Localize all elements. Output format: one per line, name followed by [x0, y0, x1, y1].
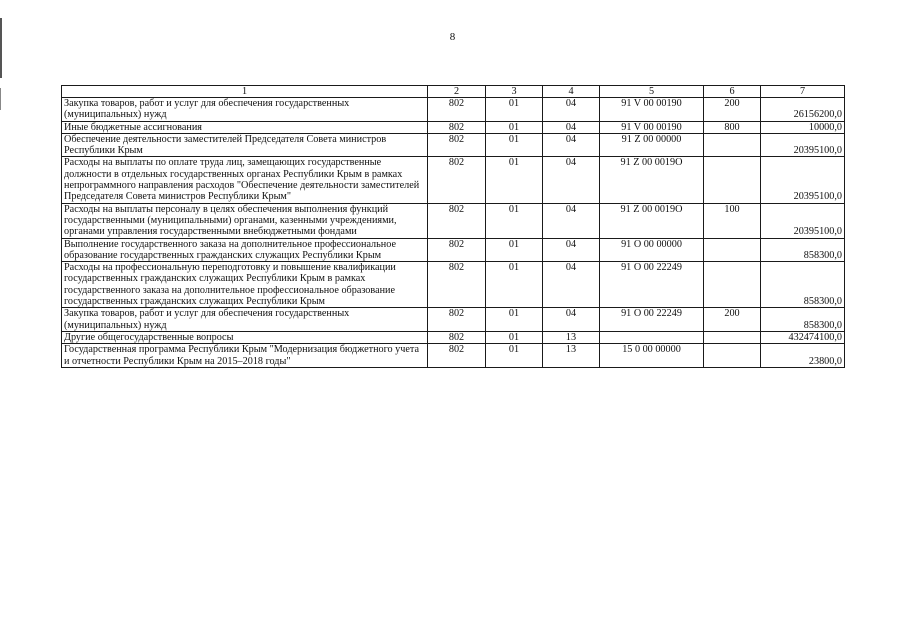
- row-grbs: 802: [428, 157, 486, 203]
- row-section: 01: [486, 133, 543, 157]
- row-target-article: 91 O 00 00000: [600, 238, 704, 262]
- table-row: [62, 133, 845, 157]
- page-number: 8: [449, 31, 456, 43]
- row-amount: 858300,0: [761, 262, 845, 308]
- header-cell-1: 1: [62, 86, 428, 98]
- row-expense-type: 200: [704, 98, 761, 122]
- row-section: 01: [486, 121, 543, 133]
- row-subsection: 04: [543, 98, 600, 122]
- row-section: 01: [486, 344, 543, 368]
- row-expense-type: 100: [704, 203, 761, 238]
- row-grbs: 802: [428, 203, 486, 238]
- row-name: Закупка товаров, работ и услуг для обеспечения государственных (муниципальных) нужд: [62, 98, 428, 122]
- table-row: [62, 308, 845, 332]
- header-cell-2: 2: [428, 86, 486, 98]
- row-section: 01: [486, 308, 543, 332]
- row-name: Закупка товаров, работ и услуг для обеспечения государственных (муниципальных) нужд: [62, 308, 428, 332]
- row-amount: 26156200,0: [761, 98, 845, 122]
- row-subsection: 04: [543, 262, 600, 308]
- row-target-article: 91 V 00 00190: [600, 98, 704, 122]
- row-target-article: 15 0 00 00000: [600, 344, 704, 368]
- row-expense-type: 200: [704, 308, 761, 332]
- table-row: [62, 262, 845, 308]
- row-section: 01: [486, 98, 543, 122]
- header-cell-4: 4: [543, 86, 600, 98]
- row-section: 01: [486, 203, 543, 238]
- row-grbs: 802: [428, 344, 486, 368]
- row-subsection: 04: [543, 308, 600, 332]
- row-target-article: 91 V 00 00190: [600, 121, 704, 133]
- row-grbs: 802: [428, 308, 486, 332]
- header-cell-6: 6: [704, 86, 761, 98]
- budget-table: [61, 85, 845, 368]
- table-row: [62, 238, 845, 262]
- row-subsection: 13: [543, 344, 600, 368]
- row-subsection: 04: [543, 238, 600, 262]
- table-row: [62, 121, 845, 133]
- row-amount: 23800,0: [761, 344, 845, 368]
- row-target-article: 91 Z 00 00000: [600, 133, 704, 157]
- table-row: [62, 98, 845, 122]
- row-grbs: 802: [428, 238, 486, 262]
- row-grbs: 802: [428, 262, 486, 308]
- row-subsection: 04: [543, 157, 600, 203]
- row-expense-type: [704, 133, 761, 157]
- row-amount: 858300,0: [761, 238, 845, 262]
- row-section: 01: [486, 262, 543, 308]
- row-name: Расходы на профессиональную переподготовку и повышение квалификации государственных гражданских служащих Республики Крым в рамках государственного заказа на дополнительное профессиональное образование государственных гражданских служащих Республики Крым: [62, 262, 428, 308]
- row-expense-type: [704, 262, 761, 308]
- row-name: Иные бюджетные ассигнования: [62, 121, 428, 133]
- row-section: 01: [486, 331, 543, 343]
- row-subsection: 04: [543, 133, 600, 157]
- row-name: Расходы на выплаты по оплате труда лиц, замещающих государственные должности в отдельных государственных органах Республики Крым в рамках непрограммного направления расходов "Обеспечение деятельности заместителей Председателя Совета министров Республики Крым": [62, 157, 428, 203]
- row-subsection: 13: [543, 331, 600, 343]
- binding-mark: [0, 18, 2, 78]
- row-section: 01: [486, 157, 543, 203]
- row-expense-type: [704, 344, 761, 368]
- row-subsection: 04: [543, 121, 600, 133]
- row-name: Другие общегосударственные вопросы: [62, 331, 428, 343]
- row-amount: 20395100,0: [761, 133, 845, 157]
- row-name: Государственная программа Республики Крым "Модернизация бюджетного учета и отчетности Республики Крым на 2015–2018 годы": [62, 344, 428, 368]
- binding-mark-lower: [0, 88, 1, 110]
- row-grbs: 802: [428, 121, 486, 133]
- row-subsection: 04: [543, 203, 600, 238]
- row-name: Расходы на выплаты персоналу в целях обеспечения выполнения функций государственными (муниципальными) органами, казенными учреждениями, органами управления государственными внебюджетными фондами: [62, 203, 428, 238]
- header-cell-3: 3: [486, 86, 543, 98]
- row-expense-type: [704, 157, 761, 203]
- row-expense-type: [704, 238, 761, 262]
- row-target-article: 91 Z 00 0019O: [600, 157, 704, 203]
- row-target-article: [600, 331, 704, 343]
- row-target-article: 91 O 00 22249: [600, 262, 704, 308]
- row-target-article: 91 O 00 22249: [600, 308, 704, 332]
- table-row: [62, 203, 845, 238]
- row-amount: 10000,0: [761, 121, 845, 133]
- row-expense-type: [704, 331, 761, 343]
- row-grbs: 802: [428, 133, 486, 157]
- row-name: Обеспечение деятельности заместителей Председателя Совета министров Республики Крым: [62, 133, 428, 157]
- table-header-row: [62, 86, 845, 98]
- row-grbs: 802: [428, 98, 486, 122]
- header-cell-5: 5: [600, 86, 704, 98]
- row-amount: 20395100,0: [761, 203, 845, 238]
- row-target-article: 91 Z 00 0019O: [600, 203, 704, 238]
- row-name: Выполнение государственного заказа на дополнительное профессиональное образование государственных гражданских служащих Республики Крым: [62, 238, 428, 262]
- row-expense-type: 800: [704, 121, 761, 133]
- row-section: 01: [486, 238, 543, 262]
- table-row: [62, 157, 845, 203]
- table-row: [62, 331, 845, 343]
- table-row: [62, 344, 845, 368]
- row-amount: 432474100,0: [761, 331, 845, 343]
- header-cell-7: 7: [761, 86, 845, 98]
- row-amount: 858300,0: [761, 308, 845, 332]
- row-grbs: 802: [428, 331, 486, 343]
- row-amount: 20395100,0: [761, 157, 845, 203]
